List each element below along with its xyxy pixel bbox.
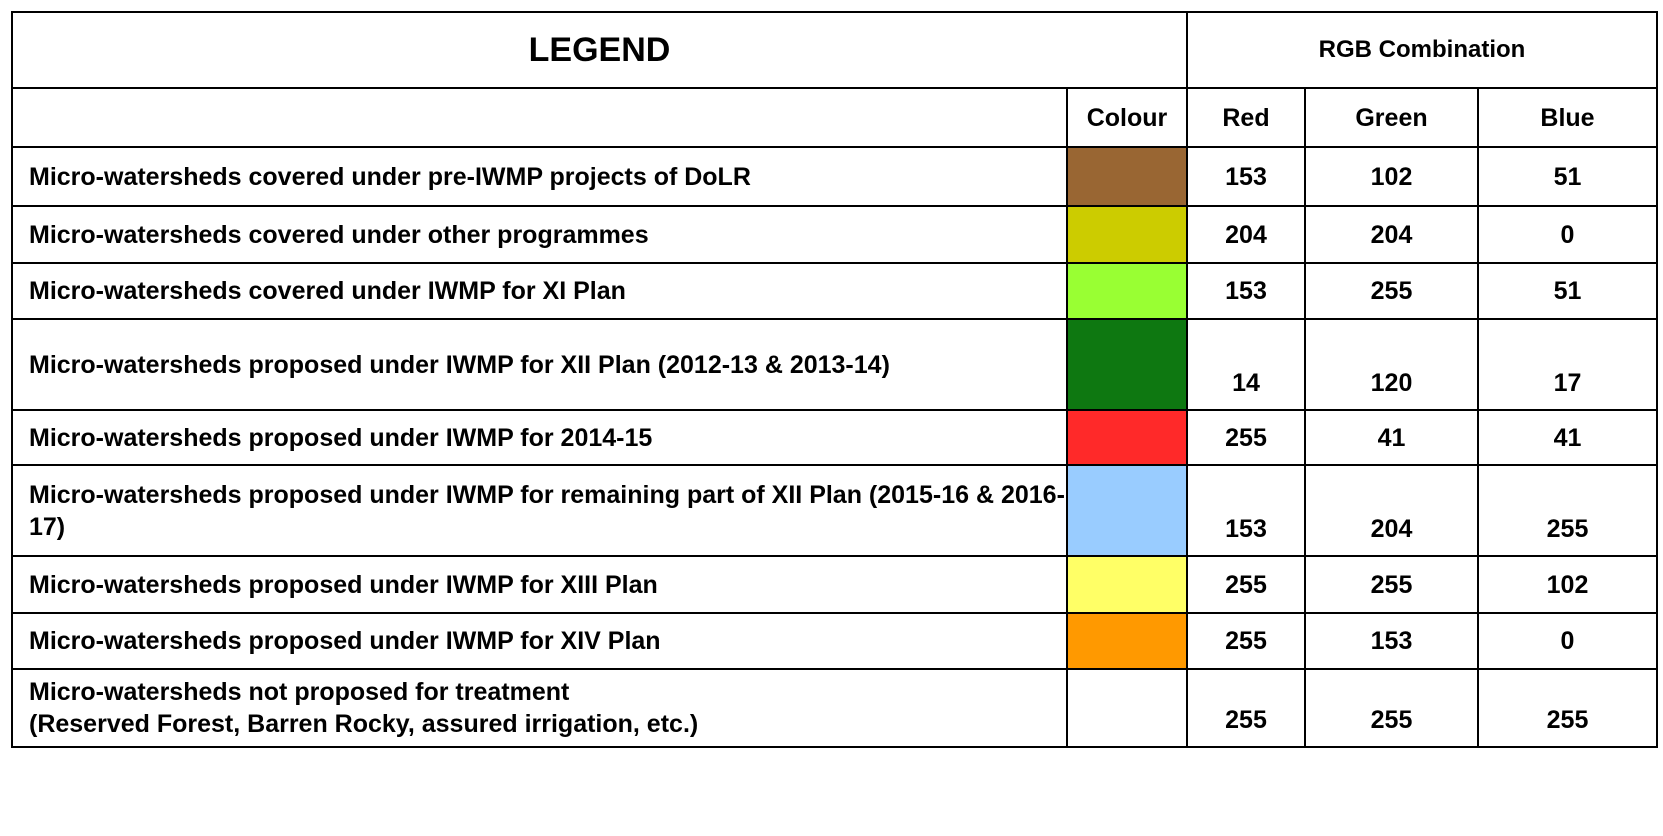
colour-swatch — [1067, 319, 1187, 410]
blue-value: 0 — [1478, 206, 1657, 263]
colour-swatch — [1067, 147, 1187, 206]
blue-value: 255 — [1478, 669, 1657, 747]
legend-row-label: Micro-watersheds proposed under IWMP for remaining part of XII Plan (2015-16 & 2016-17) — [12, 465, 1067, 556]
red-value: 153 — [1187, 465, 1305, 556]
red-value: 204 — [1187, 206, 1305, 263]
legend-row-label: Micro-watersheds proposed under IWMP for XIV Plan — [12, 613, 1067, 669]
green-header: Green — [1305, 88, 1478, 147]
green-value: 255 — [1305, 263, 1478, 319]
red-header: Red — [1187, 88, 1305, 147]
blue-header: Blue — [1478, 88, 1657, 147]
legend-row — [12, 319, 1657, 410]
red-value: 255 — [1187, 410, 1305, 465]
colour-swatch — [1067, 410, 1187, 465]
legend-row — [12, 147, 1657, 206]
red-value: 14 — [1187, 319, 1305, 410]
legend-row — [12, 556, 1657, 613]
legend-row-label: Micro-watersheds covered under other programmes — [12, 206, 1067, 263]
legend-title-row — [12, 12, 1657, 88]
legend-row-label: Micro-watersheds proposed under IWMP for XII Plan (2012-13 & 2013-14) — [12, 319, 1067, 410]
green-value: 120 — [1305, 319, 1478, 410]
legend-row-label: Micro-watersheds covered under IWMP for XI Plan — [12, 263, 1067, 319]
legend-row-label: Micro-watersheds not proposed for treatment (Reserved Forest, Barren Rocky, assured irrigation, etc.) — [12, 669, 1067, 747]
legend-row-label: Micro-watersheds covered under pre-IWMP projects of DoLR — [12, 147, 1067, 206]
blue-value: 41 — [1478, 410, 1657, 465]
red-value: 255 — [1187, 669, 1305, 747]
green-value: 255 — [1305, 556, 1478, 613]
legend-row — [12, 410, 1657, 465]
blue-value: 17 — [1478, 319, 1657, 410]
blue-value: 255 — [1478, 465, 1657, 556]
colour-swatch — [1067, 263, 1187, 319]
green-value: 153 — [1305, 613, 1478, 669]
legend-row-label: Micro-watersheds proposed under IWMP for XIII Plan — [12, 556, 1067, 613]
red-value: 153 — [1187, 147, 1305, 206]
colour-swatch — [1067, 465, 1187, 556]
legend-table — [11, 11, 1658, 748]
colour-swatch — [1067, 206, 1187, 263]
colour-swatch — [1067, 669, 1187, 747]
green-value: 102 — [1305, 147, 1478, 206]
colour-swatch — [1067, 556, 1187, 613]
blue-value: 51 — [1478, 263, 1657, 319]
rgb-combination-heading: RGB Combination — [1187, 12, 1657, 88]
green-value: 204 — [1305, 206, 1478, 263]
blue-value: 0 — [1478, 613, 1657, 669]
red-value: 153 — [1187, 263, 1305, 319]
colour-swatch — [1067, 613, 1187, 669]
colour-header: Colour — [1067, 88, 1187, 147]
legend-title: LEGEND — [12, 12, 1187, 88]
description-header — [12, 88, 1067, 147]
red-value: 255 — [1187, 556, 1305, 613]
blue-value: 102 — [1478, 556, 1657, 613]
column-header-row — [12, 88, 1657, 147]
legend-row-label: Micro-watersheds proposed under IWMP for 2014-15 — [12, 410, 1067, 465]
green-value: 204 — [1305, 465, 1478, 556]
legend-row — [12, 206, 1657, 263]
green-value: 255 — [1305, 669, 1478, 747]
legend-row — [12, 669, 1657, 747]
legend-row — [12, 613, 1657, 669]
green-value: 41 — [1305, 410, 1478, 465]
legend-row — [12, 263, 1657, 319]
blue-value: 51 — [1478, 147, 1657, 206]
legend-row — [12, 465, 1657, 556]
red-value: 255 — [1187, 613, 1305, 669]
